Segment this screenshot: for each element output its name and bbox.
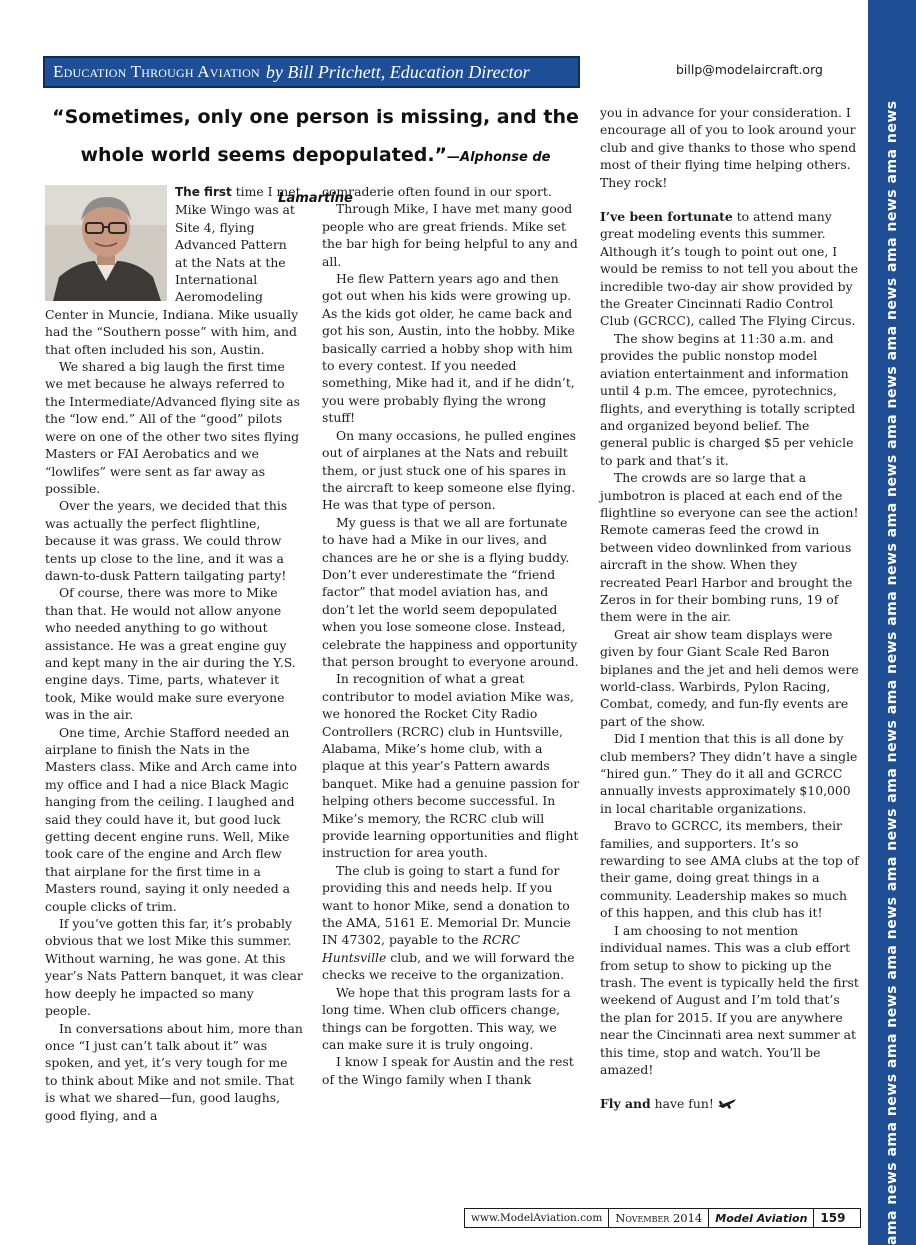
column-title: Education Through Aviation (53, 62, 260, 81)
paragraph: Did I mention that this is all done by club members? They didn’t have a single “hired gun.” They do it all and GCRCC annually invests approximately $10,000 in local charitable organizations. (600, 731, 858, 816)
paragraph: We shared a big laugh the first time we met because he always referred to the Intermediate/Advanced flying site as the “low end.” All of the “good” pilots were on one of the other two sites flying Masters or FAI Aerobatics and we “lowlifes” were sent as far away as possible. (45, 359, 300, 496)
portrait-icon (45, 185, 167, 301)
paragraph: The first time I met Mike Wingo was at Site 4, flying Advanced Pattern at the Nats at the International Aeromodeling Center in Muncie, Indiana. Mike usually had the “Southern posse” with him, and that often included his son, Austin. (45, 184, 301, 357)
paragraph: Of course, there was more to Mike than that. He would not allow anyone who needed anything to go without assistance. He was a great engine guy and kept many in the air during the Y.S. engine days. Time, parts, whatever it took, Mike would make sure everyone was in the air. (45, 585, 296, 723)
author-email[interactable]: billp@modelaircraft.org (676, 62, 823, 77)
run-in-heading: I’ve been fortunate (600, 209, 733, 225)
paragraph: The show begins at 11:30 a.m. and provides the public nonstop model aviation entertainment and information until 4 p.m. The emcee, pyrotechnics, flights, and everything is totally scripted and organized beyond belief. The general public is charged $5 per vehicle to park and that’s it. (600, 330, 856, 468)
paragraph: If you’ve gotten this far, it’s probably obvious that we lost Mike this summer. Without warning, he was gone. At this year’s Nats Pattern banquet, it was clear how deeply he impacted so many people. (45, 916, 303, 1019)
author-portrait-photo (45, 185, 167, 301)
website-url[interactable]: www.ModelAviation.com (465, 1209, 609, 1227)
paragraph: On many occasions, he pulled engines out of airplanes at the Nats and rebuilt them, or just stuck one of his spares in the aircraft to keep someone else flying. He was that type of person. (322, 427, 577, 513)
paragraph: I am choosing to not mention individual names. This was a club effort from setup to show to picking up the trash. The event is typically held the first weekend of August and I’m told that’s the plan for 2015. If you are anywhere near the Cincinnati area next summer at this time, stop and watch. You’ll be amazed! (600, 922, 859, 1077)
lead-in: The first (175, 185, 232, 199)
side-strip-text: ama news ama news ama news ama news ama news ama news ama news ama news ama news ama news ama news ama news ama news (884, 100, 900, 1245)
paragraph: The club is going to start a fund for providing this and needs help. If you want to honor Mike, send a donation to the AMA, 5161 E. Memorial Dr. Muncie IN 47302, payable to the RCRC Huntsville club, and we will forward the checks we receive to the organization. (322, 862, 575, 983)
paragraph: One time, Archie Stafford needed an airplane to finish the Nats in the Masters class. Mike and Arch came into my office and I had a nice Black Magic hanging from the ceiling. I laughed and said they could have it, but good luck getting decent engine runs. Well, Mike took care of the engine and Arch flew that airplane for the first time in a Masters round, saying it only needed a couple clicks of trim. (45, 724, 297, 914)
pull-quote-text: “Sometimes, only one person is missing, and the whole world seems depopulated.” (52, 106, 579, 166)
club-name-italic: RCRC Huntsville (322, 932, 521, 965)
article-column-2 (322, 183, 582, 1088)
section-side-strip (868, 0, 916, 1245)
pull-quote-attribution: —Alphonse de Lamartine (278, 150, 551, 206)
paragraph: Great air show team displays were given by four Giant Scale Red Baron biplanes and the jet and heli demos were world-class. Warbirds, Pylon Racing, Combat, comedy, and fun-fly events are part of the show. (600, 626, 859, 729)
page-number: 159 (820, 1211, 846, 1225)
paragraph: Over the years, we decided that this was actually the perfect flightline, because it was grass. We could throw tents up close to the line, and it was a dawn-to-dusk Pattern tailgating party! (45, 498, 288, 583)
column-header (43, 56, 580, 88)
paragraph: you in advance for your consideration. I encourage all of you to look around your club and give thanks to those who spend most of their flying time helping others. They rock! (600, 105, 857, 190)
article-column-1 (45, 183, 303, 1124)
paragraph: In conversations about him, more than once “I just can’t talk about it” was spoken, and yet, it’s very tough for me to think about Mike and not smile. That is what we shared—fun, good laughs, good flying, and a (45, 1020, 303, 1123)
magazine-name: Model Aviation (709, 1209, 814, 1227)
paragraph: Through Mike, I have met many good people who are great friends. Mike set the bar high for being helpful to any and all. (322, 201, 578, 269)
signoff-bold: Fly and (600, 1096, 651, 1112)
paragraph: I know I speak for Austin and the rest of the Wingo family when I thank (322, 1054, 574, 1087)
airplane-icon (717, 1097, 737, 1114)
paragraph: Bravo to GCRCC, its members, their families, and supporters. It’s so rewarding to see AMA clubs at the top of their game, doing great things in a community. Leadership makes so much of this happen, and this club has it! (600, 818, 859, 921)
paragraph: He flew Pattern years ago and then got out when his kids were growing up. As the kids got older, he came back and got his son, Austin, into the hobby. Mike basically carried a hobby shop with him to every contest. If you needed something, Mike had it, and if he didn’t, you were probably flying the wrong stuff! (322, 271, 575, 426)
paragraph: I’ve been fortunate to attend many great modeling events this summer. Although it’s tough to point out one, I would be remiss to not tell you about the incredible two-day air show provided by the Greater Cincinnati Radio Control Club (GCRCC), called The Flying Circus. (600, 209, 858, 329)
paragraph: In recognition of what a great contributor to model aviation Mike was, we honored the Rocket City Radio Controllers (RCRC) club in Huntsville, Alabama, Mike’s home club, with a plaque at this year’s Pattern awards banquet. Mike had a genuine passion for helping others become successful. In Mike’s memory, the RCRC club will provide learning opportunities and flight instruction for area youth. (322, 671, 580, 861)
column-byline: by Bill Pritchett, Education Director (265, 61, 530, 82)
paragraph: The crowds are so large that a jumbotron is placed at each end of the flightline so everyone can see the action! Remote cameras feed the crowd in between video downlinked from various aircraft in the show. When they recreated Pearl Harbor and brought the Zeros in for their bombing runs, 19 of them were in the air. (600, 470, 859, 625)
page-footer (464, 1208, 861, 1228)
issue-date: November 2014 (609, 1209, 709, 1227)
paragraph: comraderie often found in our sport. (322, 184, 552, 199)
paragraph: My guess is that we all are fortunate to have had a Mike in our lives, and chances are he or she is a flying buddy. Don’t ever underestimate the “friend factor” that model aviation has, and don’t let the world seem depopulated when you lose someone close. Instead, celebrate the happiness and opportunity that person brought to everyone around. (322, 514, 579, 669)
signoff: Fly and have fun! (600, 1095, 860, 1114)
paragraph: We hope that this program lasts for a long time. When club officers change, things can be forgotten. This way, we can make sure it is truly ongoing. (322, 984, 571, 1052)
article-column-3 (600, 104, 860, 1115)
